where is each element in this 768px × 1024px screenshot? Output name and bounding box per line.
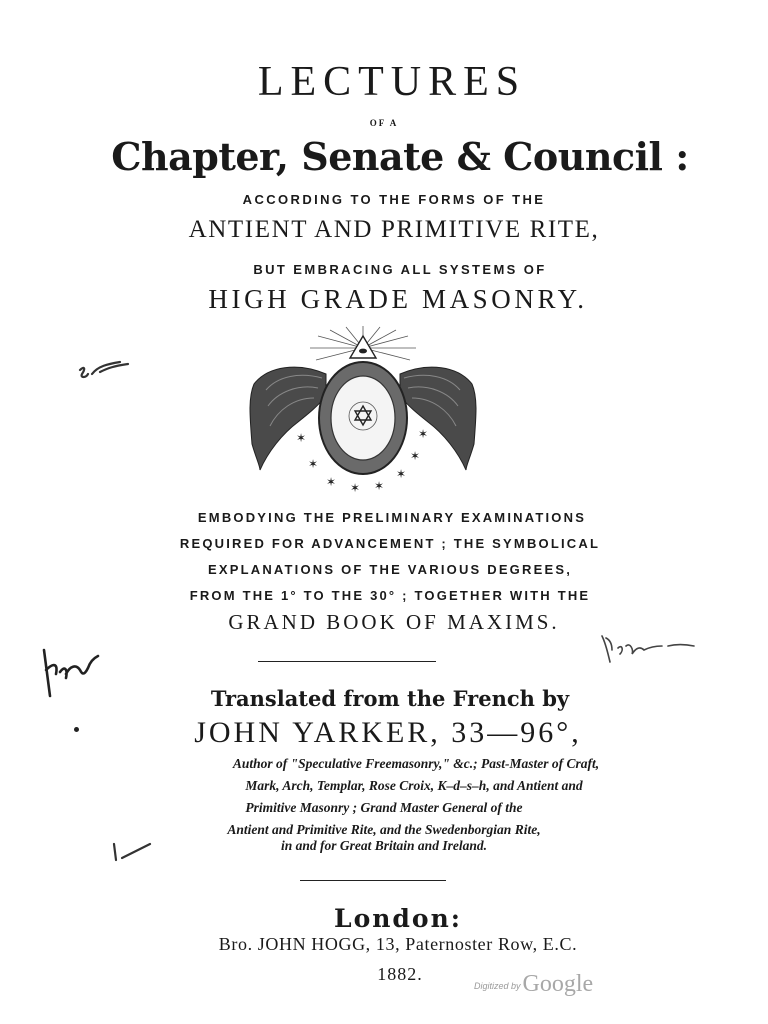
according-line: ACCORDING TO THE FORMS OF THE: [242, 192, 546, 207]
description-line-1: EMBODYING THE PRELIMINARY EXAMINATIONS: [197, 510, 587, 525]
grand-book-line: GRAND BOOK OF MAXIMS.: [228, 610, 560, 634]
embracing-line: BUT EMBRACING ALL SYSTEMS OF: [253, 262, 547, 277]
pencil-mark-icon: [72, 352, 142, 392]
masonry-line: HIGH GRADE MASONRY.: [208, 284, 588, 314]
credentials-line-5: in and for Great Britain and Ireland.: [281, 838, 487, 853]
description-line-4: FROM THE 1° TO THE 30° ; TOGETHER WITH THE: [189, 588, 591, 603]
digitized-by-label: Digitized by: [474, 981, 521, 991]
google-logo-text: Google: [522, 971, 594, 997]
svg-text:✶: ✶: [326, 475, 337, 489]
divider-rule: [258, 661, 436, 662]
translated-by-line: Translated from the French by: [210, 686, 570, 711]
svg-text:✶: ✶: [308, 457, 319, 471]
svg-text:✶: ✶: [396, 467, 407, 481]
credentials-line-4: Antient and Primitive Rite, and the Swedenborgian Rite,: [227, 822, 541, 837]
imprint-city: London:: [334, 904, 462, 933]
divider-rule: [300, 880, 446, 881]
svg-text:✶: ✶: [418, 427, 429, 441]
description-line-3: EXPLANATIONS OF THE VARIOUS DEGREES,: [207, 562, 573, 577]
svg-text:✶: ✶: [374, 479, 385, 493]
svg-text:✶: ✶: [410, 449, 421, 463]
google-watermark: [474, 971, 593, 998]
translator-name: JOHN YARKER, 33—96°,: [194, 716, 582, 749]
rite-line: ANTIENT AND PRIMITIVE RITE,: [188, 216, 600, 243]
description-line-2: REQUIRED FOR ADVANCEMENT ; THE SYMBOLICAL: [179, 536, 601, 551]
imprint-year: 1882.: [377, 964, 423, 984]
winged-emblem-icon: [238, 326, 488, 494]
svg-text:✶: ✶: [296, 431, 307, 445]
credentials-line-3: Primitive Masonry ; Grand Master General of the: [245, 800, 523, 815]
book-title: LECTURES: [257, 59, 527, 105]
title-connector: OF A: [369, 118, 399, 128]
credentials-line-2: Mark, Arch, Templar, Rose Croix, K–d–s–h, and Antient and: [245, 778, 583, 793]
svg-text:✶: ✶: [350, 481, 361, 494]
imprint-publisher: Bro. JOHN HOGG, 13, Paternoster Row, E.C.: [218, 934, 578, 954]
credentials-line-1: Author of "Speculative Freemasonry," &c.; Past-Master of Craft,: [232, 756, 600, 771]
book-subtitle: Chapter, Senate & Council :: [111, 134, 689, 179]
